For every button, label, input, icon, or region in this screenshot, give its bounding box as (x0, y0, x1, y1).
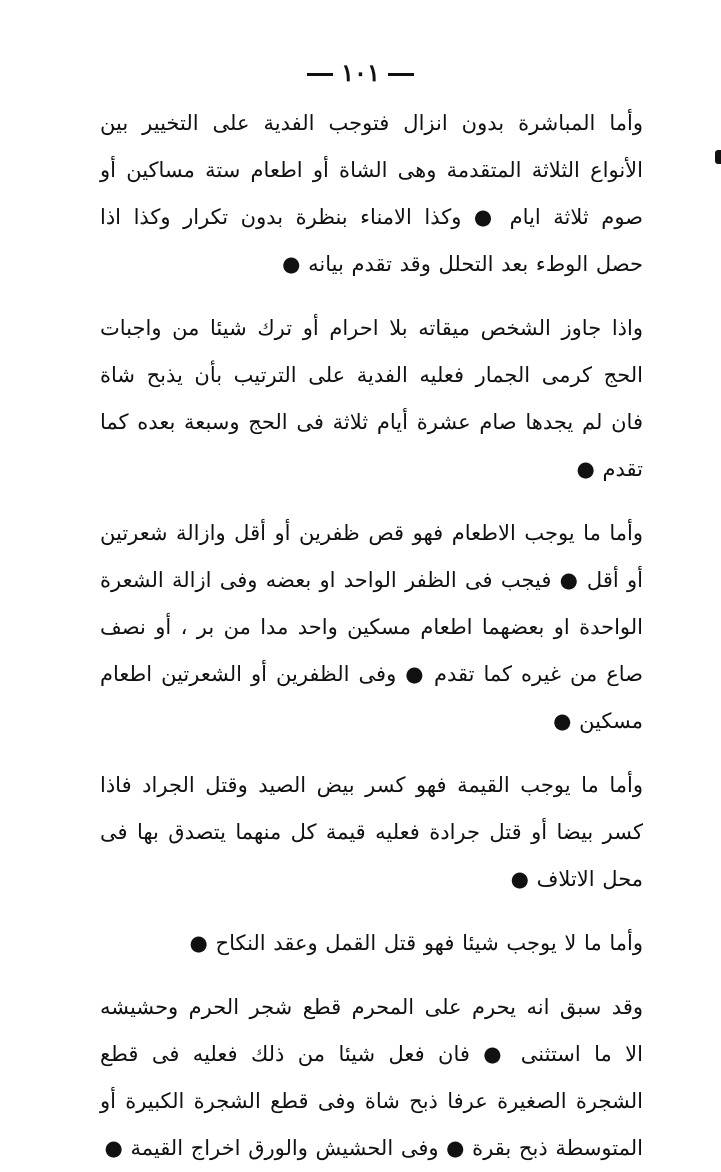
paragraph-no-penalty: وأما ما لا يوجب شيئا فهو قتل القمل وعقد النكاح ● (189, 931, 643, 955)
paragraph-miqat: واذا جاوز الشخص ميقاته بلا احرام أو ترك شيئا من واجبات الحج كرمى الجمار فعليه الفدية على الترتيب بأن يذبح شاة فان لم يجدها صام عشرة أيام ثلاثة فى الحج وسبعة بعده كما تقدم ● (100, 316, 643, 481)
paragraph-feeding: وأما ما يوجب الاطعام فهو قص ظفرين أو أقل وازالة شعرتين أو أقل ● فيجب فى الظفر الواحد او بعضه وفى ازالة الشعرة الواحدة او بعضهما اطعام مسكين واحد مدا من بر ، أو نصف صاع من غيره كما تقدم ● وفى الظفرين أو الشعرتين اطعام مسكين ● (100, 521, 643, 733)
page-body (100, 100, 643, 1172)
page-number-text: ١٠١ (341, 58, 380, 87)
margin-mark (715, 150, 721, 164)
page-number (0, 58, 721, 87)
page-number-dash-left (388, 73, 414, 76)
paragraph-direct-contact: وأما المباشرة بدون انزال فتوجب الفدية على التخيير بين الأنواع الثلاثة المتقدمة وهى الشاة أو اطعام ستة مساكين أو صوم ثلاثة ايام ● وكذا الامناء بنظرة بدون تكرار وكذا اذا حصل الوطء بعد التحلل وقد تقدم بيانه ● (100, 111, 643, 276)
page-number-dash-right (307, 73, 333, 76)
paragraph-value: وأما ما يوجب القيمة فهو كسر بيض الصيد وقتل الجراد فاذا كسر بيضا أو قتل جرادة فعليه قيمة كل منهما يتصدق بها فى محل الاتلاف ● (100, 773, 643, 891)
paragraph-haram-trees: وقد سبق انه يحرم على المحرم قطع شجر الحرم وحشيشه الا ما استثنى ● فان فعل شيئا من ذلك فعليه فى قطع الشجرة الصغيرة عرفا ذبح شاة وفى قطع الشجرة الكبيرة أو المتوسطة ذبح بقرة ● وفى الحشيش والورق اخراج القيمة ● (100, 995, 643, 1160)
